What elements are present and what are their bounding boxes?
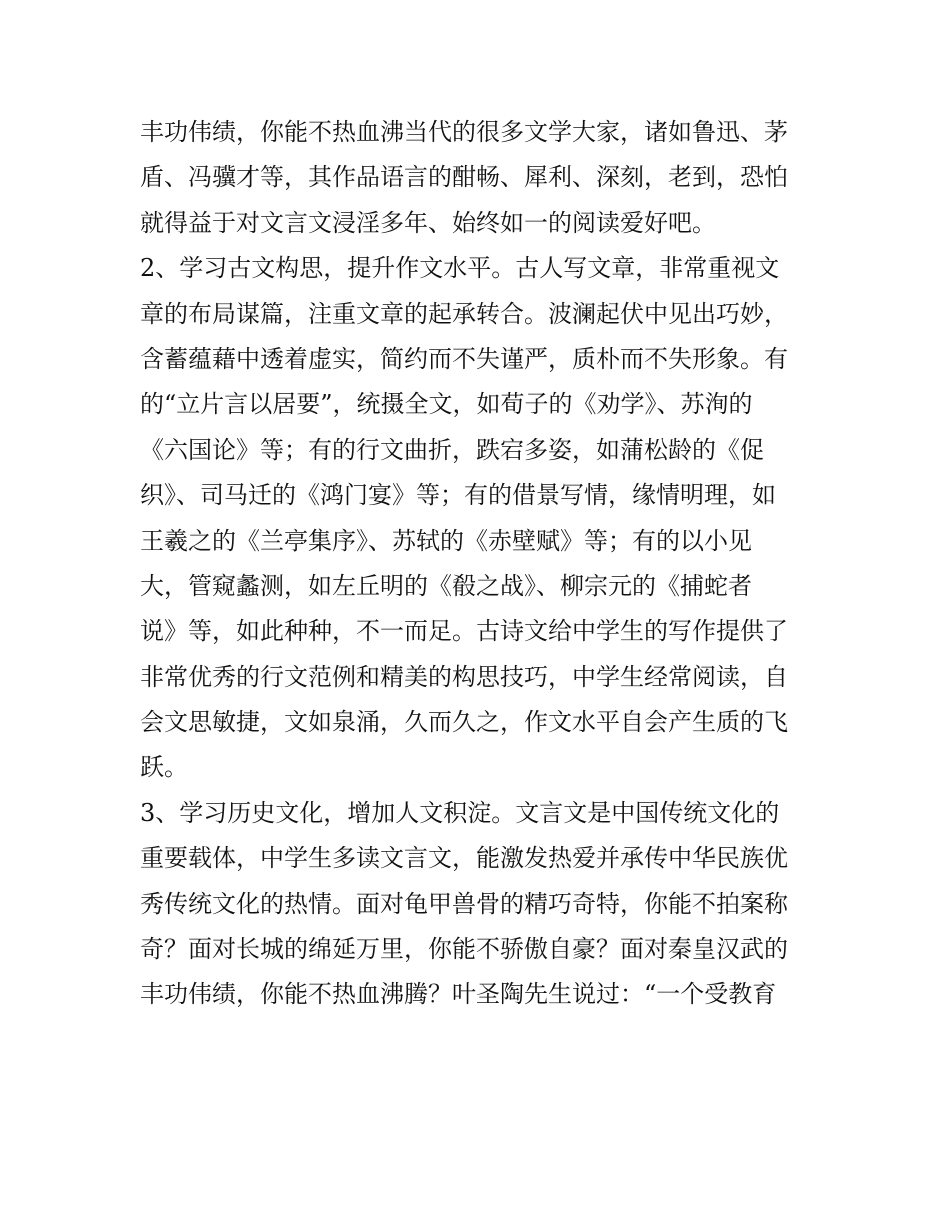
- text-line: 丰功伟绩，你能不热血沸腾？叶圣陶先生说过：“一个受教育: [140, 980, 777, 1009]
- text-line: 含蓄蕴藉中透着虚实，简约而不失谨严，质朴而不失形象。有: [140, 344, 788, 373]
- text-line: 盾、冯骥才等，其作品语言的酣畅、犀利、深刻，老到，恐怕: [140, 163, 788, 192]
- text-line: 3、学习历史文化，增加人文积淀。文言文是中国传统文化的: [140, 798, 780, 827]
- text-line: 会文思敏捷，文如泉涌，久而久之，作文水平自会产生质的飞: [140, 708, 788, 737]
- text-line: 说》等，如此种种，不一而足。古诗文给中学生的写作提供了: [140, 617, 788, 646]
- text-line: 章的布局谋篇，注重文章的起承转合。波澜起伏中见出巧妙，: [140, 299, 788, 328]
- text-line: 丰功伟绩，你能不热血沸当代的很多文学大家，诸如鲁迅、茅: [140, 118, 788, 146]
- text-line: 非常优秀的行文范例和精美的构思技巧，中学生经常阅读，自: [140, 662, 788, 691]
- text-line: 就得益于对文言文浸淫多年、始终如一的阅读爱好吧。: [140, 208, 716, 237]
- text-line: 的“立片言以居要”，统摄全文，如荀子的《劝学》、苏洵的: [140, 390, 753, 419]
- document-body: [140, 110, 820, 1018]
- text-line: 大，管窥蠡测，如左丘明的《殽之战》、柳宗元的《捕蛇者: [140, 571, 752, 600]
- text-line: 跃。: [140, 753, 188, 782]
- text-line: 织》、司马迁的《鸿门宴》等；有的借景写情，缘情明理，如: [140, 481, 776, 510]
- text-line: 王羲之的《兰亭集序》、苏轼的《赤壁赋》等；有的以小见: [140, 526, 752, 555]
- text-line: 《六国论》等；有的行文曲折，跌宕多姿，如蒲松龄的《促: [140, 435, 764, 464]
- text-line: 2、学习古文构思，提升作文水平。古人写文章，非常重视文: [140, 254, 780, 283]
- text-line: 奇？面对长城的绵延万里，你能不骄傲自豪？面对秦皇汉武的: [140, 935, 788, 964]
- text-line: 重要载体，中学生多读文言文，能激发热爱并承传中华民族优: [140, 844, 788, 873]
- text-line: 秀传统文化的热情。面对龟甲兽骨的精巧奇特，你能不拍案称: [140, 889, 788, 918]
